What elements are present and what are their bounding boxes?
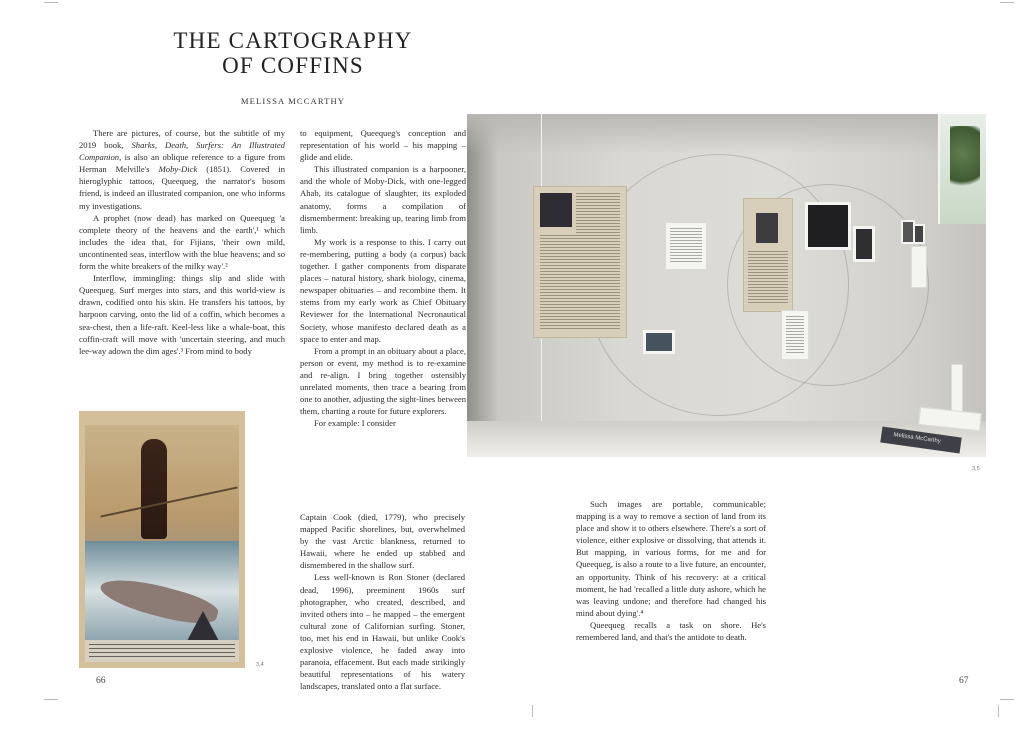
crop-mark [1000, 2, 1014, 3]
printed-sheet [665, 222, 707, 270]
illustration-fin [187, 611, 219, 641]
illustration-harpooner [141, 439, 167, 539]
paragraph: A prophet (now dead) has marked on Queequeg 'a complete theory of the heavens and the earth',¹ which includes the idea that, for Fijians, 'their own mild, uncontinented seas, interflow with the blue heavens; and so form the white breakers of the milky way'.² [79, 212, 285, 272]
clipping-text [576, 193, 620, 233]
text-column-left [79, 127, 285, 357]
clipping-text [540, 235, 620, 331]
text-column-middle [300, 127, 466, 429]
paragraph: Less well-known is Ron Stoner (declared dead, 1996), preeminent 1960s surf photographer, who created, described, and invited others into – he mapped – the emergent cultural zone of Californian surfing. Stoner, too, met his end in Hawaii, but unlike Cook's explosive violence, he faded away into paranoia, effacement. But each made strikingly beautiful representations of his watery landscapes, translated onto a flat surface. [300, 572, 465, 692]
small-photo [913, 224, 925, 244]
paragraph: Captain Cook (died, 1779), who precisely mapped Pacific shorelines, but, overwhelmed by the vast Arctic blankness, returned to Hawaii, where he ended up stabbed and dismembered in the shallow surf. [300, 512, 465, 571]
clipping-photo [756, 213, 778, 243]
crop-mark [532, 705, 533, 717]
paragraph [79, 127, 285, 212]
small-photo [853, 226, 875, 262]
paragraph: to equipment, Queequeg's conception and representation of his world – his mapping – glide and elide. [300, 128, 466, 163]
printed-sheet [911, 246, 927, 288]
small-photo [643, 330, 675, 354]
framed-photo [805, 202, 851, 250]
book-title-italic: Sharks, Death, Surfers: An Illustrated Companion [79, 140, 285, 163]
clipping-text [748, 251, 788, 305]
article-title [140, 28, 446, 78]
illustration-caption: 3,4 [256, 662, 264, 668]
paragraph: This illustrated companion is a harpooner, and the whole of Moby-Dick, with one-legged Ahab, its catalogue of slaughter, its exploded anatomy, forms a compilation of dismemberment: breaking up, tearing limb from limb. [300, 164, 466, 235]
whaler-illustration [79, 411, 245, 668]
photo-ceiling-shadow [467, 114, 986, 154]
photo-window [938, 114, 986, 224]
text-run: (1851). Covered in hieroglyphic tattoos, Queequeg, the narrator's bosom friend, is indeed an illustrated companion, one who informs my investigations. [79, 164, 285, 211]
crop-mark [998, 705, 999, 717]
paragraph: Interflow, immingling: things slip and slide with Queequeg. Surf merges into stars, and this world-view is drawn, codified onto his skin. He transfers his tattoos, by harpoon carving, onto the lid of a coffin, which becomes a sea-chest, then a life-raft. Keel-less like a whale-boat, this coffin-craft will move with 'uncertain steering, and much lee-way adown the dim ages'.³ From mind to body [79, 273, 285, 356]
book-title-italic: Moby-Dick [158, 164, 198, 175]
title-line-2: OF COFFINS [222, 53, 364, 78]
paragraph: Queequeg recalls a task on shore. He's remembered land, and that's the antidote to death. [576, 619, 766, 643]
printed-sheet [781, 310, 809, 360]
text-column-middle-lower [300, 511, 465, 692]
author-byline: MELISSA MCCARTHY [240, 96, 346, 106]
text-run: , is also an oblique reference to a figure from Herman Melville's [79, 152, 285, 175]
caption-strip-text [89, 644, 235, 658]
illustration-caption-strip [85, 640, 239, 662]
gallery-installation-photo [467, 114, 986, 457]
crop-mark [1000, 699, 1014, 700]
text-run: There are pictures, of course, but the subtitle of my 2019 book, [79, 128, 285, 151]
clipping-photo [540, 193, 572, 227]
photo-caption: 3,5 [972, 466, 980, 472]
page-number-right: 67 [959, 676, 969, 686]
crop-mark [44, 2, 58, 3]
paragraph: My work is a response to this. I carry out re-membering, putting a body (a corpus) back together. I gather components from disparate places – natural history, shark biology, cinema, newspaper obituaries – and recombine them. It stems from my early work as Chief Obituary Reviewer for the International Necronautical Society, whose manifesto declared death as a space to enter and map. [300, 236, 466, 344]
book-spine-label: Melissa McCarthy [892, 432, 942, 445]
crop-mark [44, 699, 58, 700]
paragraph: From a prompt in an obituary about a place, person or event, my method is to re-examine and re-align. I bring together ostensibly unrelated moments, then trace a bearing from one to another, adjusting the sight-lines between them, charting a route for future explorers. [300, 345, 467, 417]
paragraph: Such images are portable, communicable; mapping is a way to remove a section of land from its place and show it to others elsewhere. There's a sort of violence, either explosive or dissolving, that attends it. But mapping, in various forms, for me and for Queequeg, is also a route to a live future, an encounter, an opportunity. Think of his recovery: at a critical moment, he had 'recalled a little duty ashore, which he was leaving undone; and therefore had changed his mind about dying'.⁴ [576, 499, 766, 618]
sheet-text [670, 228, 702, 264]
text-column-right [576, 498, 766, 643]
title-line-1: THE CARTOGRAPHY [173, 28, 413, 53]
paragraph: For example: I consider [314, 418, 396, 429]
newspaper-clipping [533, 186, 627, 338]
sheet-text [786, 316, 804, 354]
window-foliage [950, 126, 980, 196]
newspaper-clipping [743, 198, 793, 312]
page-number-left: 66 [96, 676, 106, 686]
